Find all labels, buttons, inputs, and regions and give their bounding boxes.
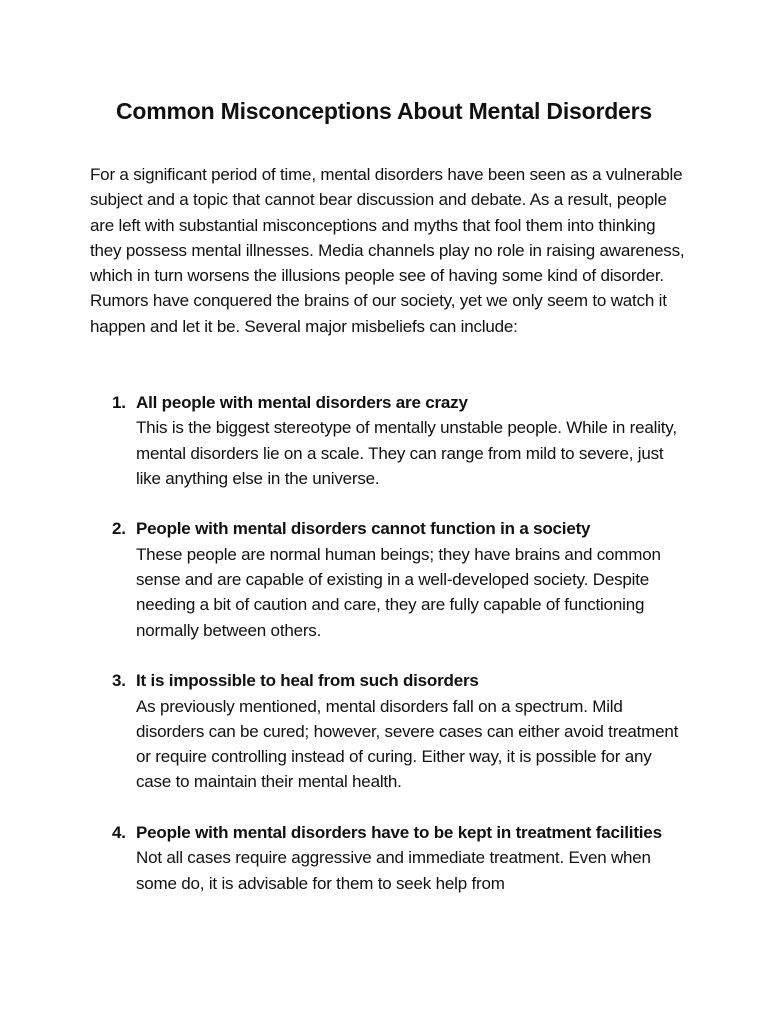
list-item-body: This is the biggest stereotype of mentally unstable people. While in reality, mental disorders lie on a scale. They can range from mild to severe, just like anything else in the universe. <box>136 418 677 488</box>
list-item-number: 3. <box>112 671 126 691</box>
list-item-heading: All people with mental disorders are crazy <box>136 393 468 412</box>
list-item-number: 2. <box>112 519 126 539</box>
list-item-body: Not all cases require aggressive and immediate treatment. Even when some do, it is advisable for them to seek help from <box>136 848 651 893</box>
list-item <box>90 820 690 896</box>
list-item <box>90 390 690 491</box>
document-title: Common Misconceptions About Mental Disorders <box>115 98 652 124</box>
intro-paragraph: For a significant period of time, mental disorders have been seen as a vulnerable subject and a topic that cannot bear discussion and debate. As a result, people are left with substantial misconceptions and myths that fool them into thinking they possess mental illnesses. Media channels play no role in raising awareness, which in turn worsens the illusions people see of having some kind of disorder. Rumors have conquered the brains of our society, yet we only seem to watch it happen and let it be. Several major misbeliefs can include: <box>90 165 685 336</box>
list-item-heading: People with mental disorders have to be kept in treatment facilities <box>136 823 662 843</box>
list-item-heading: It is impossible to heal from such disorders <box>136 671 479 691</box>
list-item-number: 4. <box>112 823 126 843</box>
list-item-heading: People with mental disorders cannot function in a society <box>136 519 591 539</box>
list-item-body: These people are normal human beings; they have brains and common sense and are capable of existing in a well-developed society. Despite needing a bit of caution and care, they are fully capable of functioning normally between others. <box>136 544 661 640</box>
list-item-body: As previously mentioned, mental disorders fall on a spectrum. Mild disorders can be cured; however, severe cases can either avoid treatment or require controlling instead of curing. Either way, it is possible for any case to maintain their mental health. <box>136 696 679 792</box>
list-item-number: 1. <box>112 393 126 412</box>
list-item <box>90 516 690 642</box>
list-item <box>90 668 690 794</box>
misconceptions-list <box>90 390 690 921</box>
